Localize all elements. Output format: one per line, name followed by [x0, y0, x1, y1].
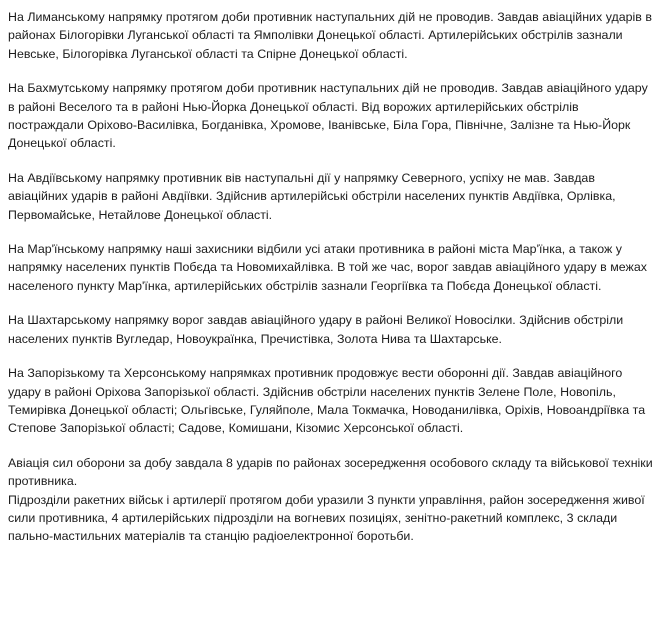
paragraph-shakhtarsk-direction: На Шахтарському напрямку ворог завдав авіаційного удару в районі Великої Новосілки. Здійснив обстріли населених пунктів Вугледар, Новоукраїнка, Пречистівка, Золота Нива та Шахтарське.: [8, 313, 624, 346]
paragraph-aviation-summary: Авіація сил оборони за добу завдала 8 ударів по районах зосередження особового складу та військової техніки противника.: [8, 455, 653, 489]
paragraph-bakhmut-direction: На Бахмутському напрямку протягом доби противник наступальних дій не проводив. Завдав авіаційного удару в районі Веселого та в районі Нью-Йорка Донецької області. Від ворожих артилерійських обстрілів постраждали Оріхово-Василівка, Богданівка, Хромове, Іванівське, Біла Гора, Північне, Залізне та Нью-Йорк Донецької області.: [8, 81, 648, 151]
paragraph-zaporizhzhia-kherson-direction: На Запорізькому та Херсонському напрямках противник продовжує вести оборонні дії. Завдав авіаційного удару в районі Оріхова Запорізької області. Здійснив обстріли населених пунктів Зелене Поле, Новопіль, Темирівка Донецької області; Ольгівське, Гуляйполе, Мала Токмачка, Новоданилівка, Оріхів, Новоандріївка та Степове Запорізької області; Садове, Комишани, Кізомис Херсонської області.: [8, 366, 646, 436]
paragraph-marinka-direction: На Мар'їнському напрямку наші захисники відбили усі атаки противника в районі міста Мар'їнка, а також у напрямку населених пунктів Побєда та Новомихайлівка. В той же час, ворог завдав авіаційного удару в межах населеного пункту Мар'їнка, артилерійських обстрілів зазнали Георгіївка та Побєда Донецької області.: [8, 242, 647, 293]
paragraph-lyman-direction: На Лиманському напрямку протягом доби противник наступальних дій не проводив. Завдав авіаційних ударів в районах Білогорівки Луганської області та Ямполівки Донецької області. Артилерійських обстрілів зазнали Невське, Білогорівка Луганської області та Спірне Донецької області.: [8, 10, 652, 61]
paragraph-artillery-summary: Підрозділи ракетних військ і артилерії протягом доби уразили 3 пункти управління, район зосередження живої сили противника, 4 артилерійських підрозділи на вогневих позиціях, зенітно-ракетний комплекс, 3 склади пально-мастильних матеріалів та станцію радіоелектронної боротьби.: [8, 492, 645, 544]
paragraph-avdiivka-direction: На Авдіївському напрямку противник вів наступальні дії у напрямку Северного, успіху не мав. Завдав авіаційних ударів в районі Авдіївки. Здійснив артилерійські обстріли населених пунктів Авдіївка, Орлівка, Первомайське, Нетайлове Донецької області.: [8, 170, 616, 222]
